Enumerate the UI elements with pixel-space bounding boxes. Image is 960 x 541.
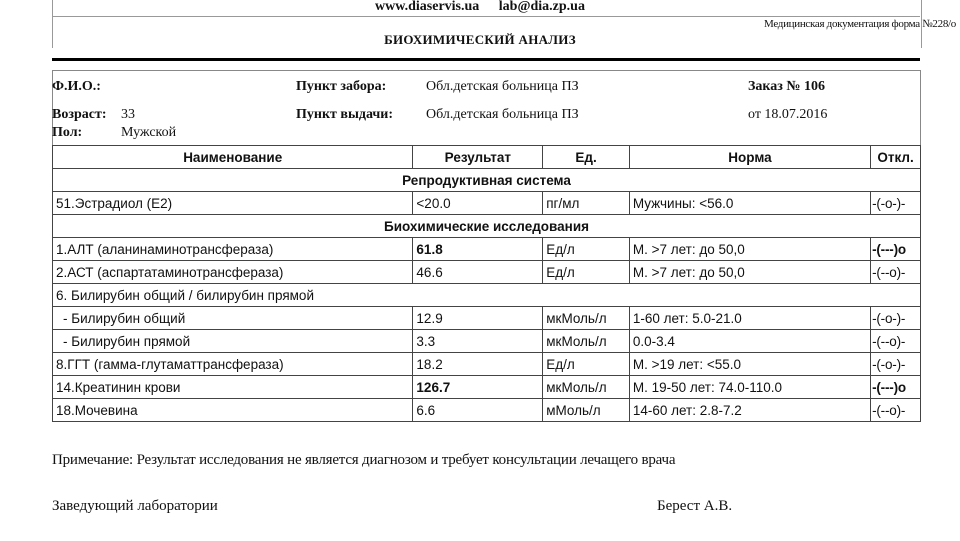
issue-point-label: Пункт выдачи: xyxy=(296,107,394,122)
header-divider xyxy=(52,16,920,17)
age-value: 33 xyxy=(121,107,135,122)
website-link[interactable]: www.diaservis.ua xyxy=(375,0,480,14)
test-result: 126.7 xyxy=(413,376,543,399)
test-unit: Ед/л xyxy=(543,261,630,284)
table-row xyxy=(53,376,921,399)
test-norm: 1-60 лет: 5.0-21.0 xyxy=(629,307,870,330)
test-name: 18.Мочевина xyxy=(53,399,413,422)
test-unit: Ед/л xyxy=(543,353,630,376)
test-unit: мМоль/л xyxy=(543,399,630,422)
test-name: 8.ГГТ (гамма-глутаматтрансфераза) xyxy=(53,353,413,376)
col-header-result: Результат xyxy=(413,146,543,169)
section-row xyxy=(53,215,921,238)
test-deviation: -(--o)- xyxy=(871,330,921,353)
disclaimer-note: Примечание: Результат исследования не является диагнозом и требует консультации лечащего врача xyxy=(52,452,676,468)
table-row xyxy=(53,238,921,261)
section-title: Репродуктивная система xyxy=(53,169,921,192)
col-header-name: Наименование xyxy=(53,146,413,169)
test-name: - Билирубин общий xyxy=(53,307,413,330)
test-result: 46.6 xyxy=(413,261,543,284)
test-result: 6.6 xyxy=(413,399,543,422)
test-name: - Билирубин прямой xyxy=(53,330,413,353)
form-number: Медицинская документация форма №228/о xyxy=(764,18,956,30)
order-number: Заказ № 106 xyxy=(748,79,825,94)
test-unit: мкМоль/л xyxy=(543,307,630,330)
results-table xyxy=(52,145,921,422)
collection-point-value: Обл.детская больница ПЗ xyxy=(426,79,579,94)
col-header-deviation: Откл. xyxy=(871,146,921,169)
test-deviation: -(-o-)- xyxy=(871,307,921,330)
issue-point-value: Обл.детская больница ПЗ xyxy=(426,107,579,122)
test-result: 18.2 xyxy=(413,353,543,376)
test-norm: М. >19 лет: <55.0 xyxy=(629,353,870,376)
test-norm: 14-60 лет: 2.8-7.2 xyxy=(629,399,870,422)
test-result: 3.3 xyxy=(413,330,543,353)
contact-line xyxy=(0,0,960,15)
col-header-norm: Норма xyxy=(629,146,870,169)
test-name: 14.Креатинин крови xyxy=(53,376,413,399)
table-row xyxy=(53,261,921,284)
test-result: <20.0 xyxy=(413,192,543,215)
test-deviation: -(---)o xyxy=(871,376,921,399)
table-row xyxy=(53,353,921,376)
test-unit: Ед/л xyxy=(543,238,630,261)
test-deviation: -(---)o xyxy=(871,238,921,261)
test-unit: мкМоль/л xyxy=(543,376,630,399)
test-unit: пг/мл xyxy=(543,192,630,215)
lab-head-name: Берест А.В. xyxy=(657,498,733,514)
test-result: 12.9 xyxy=(413,307,543,330)
test-name: 2.АСТ (аспартатаминотрансфераза) xyxy=(53,261,413,284)
lab-head-title: Заведующий лаборатории xyxy=(52,498,218,514)
test-norm: М. >7 лет: до 50,0 xyxy=(629,261,870,284)
table-header-row xyxy=(53,146,921,169)
section-title: Биохимические исследования xyxy=(53,215,921,238)
fio-label: Ф.И.О.: xyxy=(52,79,101,94)
test-deviation: -(--o)- xyxy=(871,261,921,284)
group-row xyxy=(53,284,921,307)
order-date: от 18.07.2016 xyxy=(748,107,828,122)
test-name: 51.Эстрадиол (E2) xyxy=(53,192,413,215)
test-deviation: -(-o-)- xyxy=(871,192,921,215)
col-header-unit: Ед. xyxy=(543,146,630,169)
test-norm: 0.0-3.4 xyxy=(629,330,870,353)
document-title: БИОХИМИЧЕСКИЙ АНАЛИЗ xyxy=(384,32,576,47)
table-row xyxy=(53,192,921,215)
group-title: 6. Билирубин общий / билирубин прямой xyxy=(53,284,921,307)
table-row xyxy=(53,307,921,330)
sex-value: Мужской xyxy=(121,125,177,140)
test-norm: М. >7 лет: до 50,0 xyxy=(629,238,870,261)
title-rule xyxy=(52,58,920,61)
table-row xyxy=(53,399,921,422)
collection-point-label: Пункт забора: xyxy=(296,79,387,94)
test-name: 1.АЛТ (аланинаминотрансфераза) xyxy=(53,238,413,261)
age-label: Возраст: xyxy=(52,107,107,122)
test-deviation: -(-o-)- xyxy=(871,353,921,376)
table-row xyxy=(53,330,921,353)
sex-label: Пол: xyxy=(52,125,83,140)
email-link[interactable]: lab@dia.zp.ua xyxy=(498,0,585,14)
test-result: 61.8 xyxy=(413,238,543,261)
test-norm: Мужчины: <56.0 xyxy=(629,192,870,215)
test-unit: мкМоль/л xyxy=(543,330,630,353)
section-row xyxy=(53,169,921,192)
test-norm: М. 19-50 лет: 74.0-110.0 xyxy=(629,376,870,399)
test-deviation: -(--o)- xyxy=(871,399,921,422)
